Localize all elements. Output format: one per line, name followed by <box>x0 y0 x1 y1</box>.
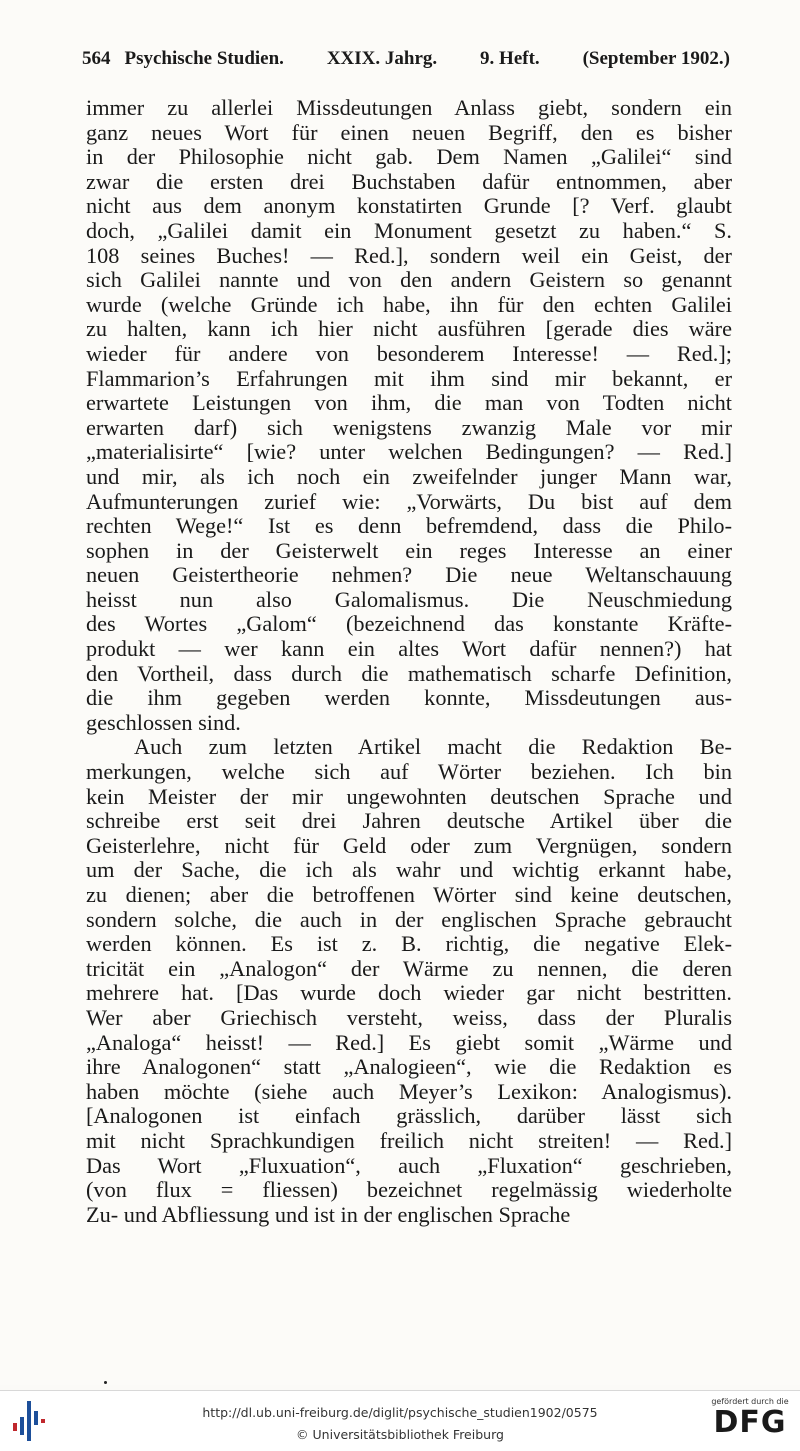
text-line: kein Meister der mir ungewohnten deutschen Sprache und <box>86 783 732 809</box>
text-line: schreibe erst seit drei Jahren deutsche Artikel über die <box>86 808 732 834</box>
text-line: zu halten, kann ich hier nicht ausführen [gerade dies wäre <box>86 316 732 342</box>
text-line: Aufmunterungen zurief wie: „Vorwärts, Du bist auf dem <box>86 488 732 514</box>
text-line: ganz neues Wort für einen neuen Begriff, den es bisher <box>86 119 732 145</box>
text-line: erwartete Leistungen von ihm, die man von Todten nicht <box>86 390 732 416</box>
text-line: merkungen, welche sich auf Wörter beziehen. Ich bin <box>86 759 732 785</box>
text-line: den Vortheil, dass durch die mathematisch scharfe Definition, <box>86 660 732 686</box>
text-line: „materialisirte“ [wie? unter welchen Bedingungen? — Red.] <box>86 439 732 465</box>
text-line: und mir, als ich noch ein zweifelnder junger Mann war, <box>86 463 732 489</box>
permalink-url[interactable]: http://dl.ub.uni-freiburg.de/diglit/psychische_studien1902/0575 <box>202 1405 598 1420</box>
volume-label: XXIX. Jahrg. <box>326 48 438 69</box>
text-line: in der Philosophie nicht gab. Dem Namen „Galilei“ sind <box>86 144 732 170</box>
text-line: sondern solche, die auch in der englischen Sprache gebraucht <box>86 906 732 932</box>
dfg-logo <box>708 1397 792 1447</box>
dfg-logo-text: DFG <box>713 1405 787 1440</box>
text-line: neuen Geistertheorie nehmen? Die neue Weltanschauung <box>86 562 732 588</box>
text-line: haben möchte (siehe auch Meyer’s Lexikon: Analogismus). <box>86 1078 732 1104</box>
text-line: sich Galilei nannte und von den andern Geistern so genannt <box>86 267 732 293</box>
text-line: 108 seines Buches! — Red.], sondern weil ein Geist, der <box>86 242 732 268</box>
text-line: doch, „Galilei damit ein Monument gesetzt zu haben.“ S. <box>86 217 732 243</box>
text-line: wieder für andere von besonderem Interesse! — Red.]; <box>86 340 732 366</box>
text-line: um der Sache, die ich als wahr und wichtig erkannt habe, <box>86 857 732 883</box>
text-line: Zu- und Abfliessung und ist in der englischen Sprache <box>86 1201 571 1227</box>
body-text <box>86 96 732 1227</box>
text-line: Wer aber Griechisch versteht, weiss, dass der Pluralis <box>86 1004 732 1030</box>
text-line: ihre Analogonen“ statt „Analogieen“, wie die Redaktion es <box>86 1054 732 1080</box>
text-line: mehrere hat. [Das wurde doch wieder gar nicht bestritten. <box>86 980 732 1006</box>
page-speck <box>104 1381 107 1384</box>
text-line: [Analogonen ist einfach grässlich, darüber lässt sich <box>86 1103 732 1129</box>
text-line: nicht aus dem anonym konstatirten Grunde [? Verf. glaubt <box>86 193 732 219</box>
issue-label: 9. Heft. <box>480 48 540 69</box>
text-line: produkt — wer kann ein altes Wort dafür nennen?) hat <box>86 636 732 662</box>
text-line: Auch zum letzten Artikel macht die Redaktion Be- <box>134 734 732 760</box>
text-line: „Analoga“ heisst! — Red.] Es giebt somit „Wärme und <box>86 1029 732 1055</box>
text-line: immer zu allerlei Missdeutungen Anlass giebt, sondern ein <box>86 95 732 120</box>
journal-title: Psychische Studien. <box>124 48 284 69</box>
text-line: geschlossen sind. <box>86 709 241 735</box>
text-line: zwar die ersten drei Buchstaben dafür entnommen, aber <box>86 168 732 194</box>
text-line: (von flux = fliessen) bezeichnet regelmässig wiederholte <box>86 1177 732 1203</box>
text-line: die ihm gegeben werden konnte, Missdeutungen aus- <box>86 685 732 711</box>
text-line: Das Wort „Fluxuation“, auch „Fluxation“ geschrieben, <box>86 1152 732 1178</box>
copyright-notice: © Universitätsbibliothek Freiburg <box>296 1427 504 1442</box>
text-line: tricität ein „Analogon“ der Wärme zu nennen, die deren <box>86 955 732 981</box>
text-line: rechten Wege!“ Ist es denn befremdend, dass die Philo- <box>86 513 732 539</box>
page-number: 564 <box>82 48 111 69</box>
text-line: erwarten darf) sich wenigstens zwanzig Male vor mir <box>86 414 732 440</box>
text-line: mit nicht Sprachkundigen freilich nicht streiten! — Red.] <box>86 1127 732 1153</box>
text-line: Flammarion’s Erfahrungen mit ihm sind mir bekannt, er <box>86 365 732 391</box>
running-header <box>82 48 730 74</box>
text-line: des Wortes „Galom“ (bezeichnend das konstante Kräfte- <box>86 611 732 637</box>
text-line: Geisterlehre, nicht für Geld oder zum Vergnügen, sondern <box>86 832 732 858</box>
viewer-footer <box>0 1390 800 1451</box>
text-line: werden können. Es ist z. B. richtig, die negative Elek- <box>86 931 732 957</box>
text-line: heisst nun also Galomalismus. Die Neuschmiedung <box>86 586 732 612</box>
text-line: sophen in der Geisterwelt ein reges Interesse an einer <box>86 537 732 563</box>
issue-date: (September 1902.) <box>582 48 730 69</box>
funding-note: gefördert durch die <box>711 1397 789 1406</box>
text-line: zu dienen; aber die betroffenen Wörter sind keine deutschen, <box>86 882 732 907</box>
text-line: wurde (welche Gründe ich habe, ihn für den echten Galilei <box>86 291 732 317</box>
